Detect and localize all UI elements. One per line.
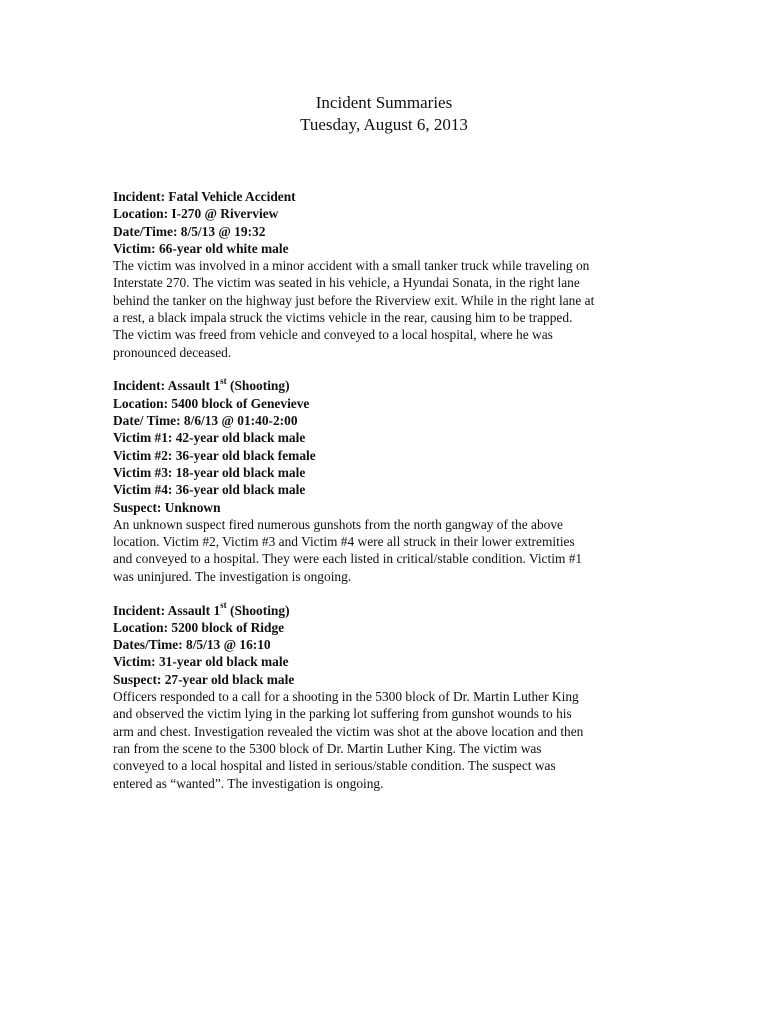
incident-list [113,188,673,808]
narrative-line: ran from the scene to the 5300 block of Dr. Martin Luther King. The victim was [113,740,542,756]
incident-3 [113,602,673,792]
narrative-line: pronounced deceased. [113,344,232,360]
incident-type-text: Incident: Fatal Vehicle Accident [113,189,296,204]
incident-type-text: Incident: Assault 1 [113,602,221,618]
incident-victim: Victim: 66-year old white male [113,240,289,256]
title-block [0,92,768,136]
incident-type-suffix: (Shooting) [226,602,290,618]
narrative-line: conveyed to a local hospital and listed in serious/stable condition. The suspect was [113,758,556,774]
narrative-line: arm and chest. Investigation revealed the victim was shot at the above location and then [113,723,584,739]
narrative-line: The victim was freed from vehicle and conveyed to a local hospital, where he was [113,327,553,343]
incident-2 [113,377,673,585]
incident-datetime: Date/ Time: 8/6/13 @ 01:40-2:00 [113,413,298,429]
incident-victim: Victim #2: 36-year old black female [113,447,316,463]
narrative-line: An unknown suspect fired numerous gunshots from the north gangway of the above [113,516,563,532]
ordinal-suffix: st [220,600,227,611]
narrative-line: behind the tanker on the highway just before the Riverview exit. While in the right lane at [113,292,595,308]
narrative-line: The victim was involved in a minor accident with a small tanker truck while traveling on [113,258,590,274]
narrative-line: Officers responded to a call for a shooting in the 5300 block of Dr. Martin Luther King [113,689,579,705]
incident-victim: Victim #4: 36-year old black male [113,482,306,498]
incident-suspect: Suspect: 27-year old black male [113,671,295,687]
incident-narrative [113,688,673,792]
narrative-line: a rest, a black impala struck the victims vehicle in the rear, causing him to be trapped. [113,310,573,326]
narrative-line: Interstate 270. The victim was seated in his vehicle, a Hyundai Sonata, in the right lane [113,275,580,291]
incident-victim: Victim #1: 42-year old black male [113,430,306,446]
incident-suspect: Suspect: Unknown [113,499,221,515]
incident-victim: Victim #3: 18-year old black male [113,464,306,480]
narrative-line: and conveyed to a hospital. They were each listed in critical/stable condition. Victim #1 [113,551,583,567]
incident-narrative [113,257,673,361]
incident-1 [113,188,673,361]
incident-datetime: Date/Time: 8/5/13 @ 19:32 [113,223,266,239]
narrative-line: was uninjured. The investigation is ongoing. [113,568,352,584]
incident-type-suffix: (Shooting) [226,378,290,394]
incident-location: Location: 5400 block of Genevieve [113,395,310,411]
document-date: Tuesday, August 6, 2013 [300,115,468,134]
document-title: Incident Summaries [315,93,453,112]
incident-location: Location: I-270 @ Riverview [113,206,279,222]
incident-victim: Victim: 31-year old black male [113,654,289,670]
incident-type [113,377,673,394]
narrative-line: and observed the victim lying in the parking lot suffering from gunshot wounds to his [113,706,572,722]
narrative-line: entered as “wanted”. The investigation is ongoing. [113,775,384,791]
incident-location: Location: 5200 block of Ridge [113,619,285,635]
incident-type-text: Incident: Assault 1 [113,378,221,394]
ordinal-suffix: st [220,376,227,386]
incident-type [113,188,673,205]
incident-narrative [113,516,673,585]
incident-datetime: Dates/Time: 8/5/13 @ 16:10 [113,637,271,653]
incident-type [113,602,673,619]
narrative-line: location. Victim #2, Victim #3 and Victim #4 were all struck in their lower extremities [113,534,575,550]
